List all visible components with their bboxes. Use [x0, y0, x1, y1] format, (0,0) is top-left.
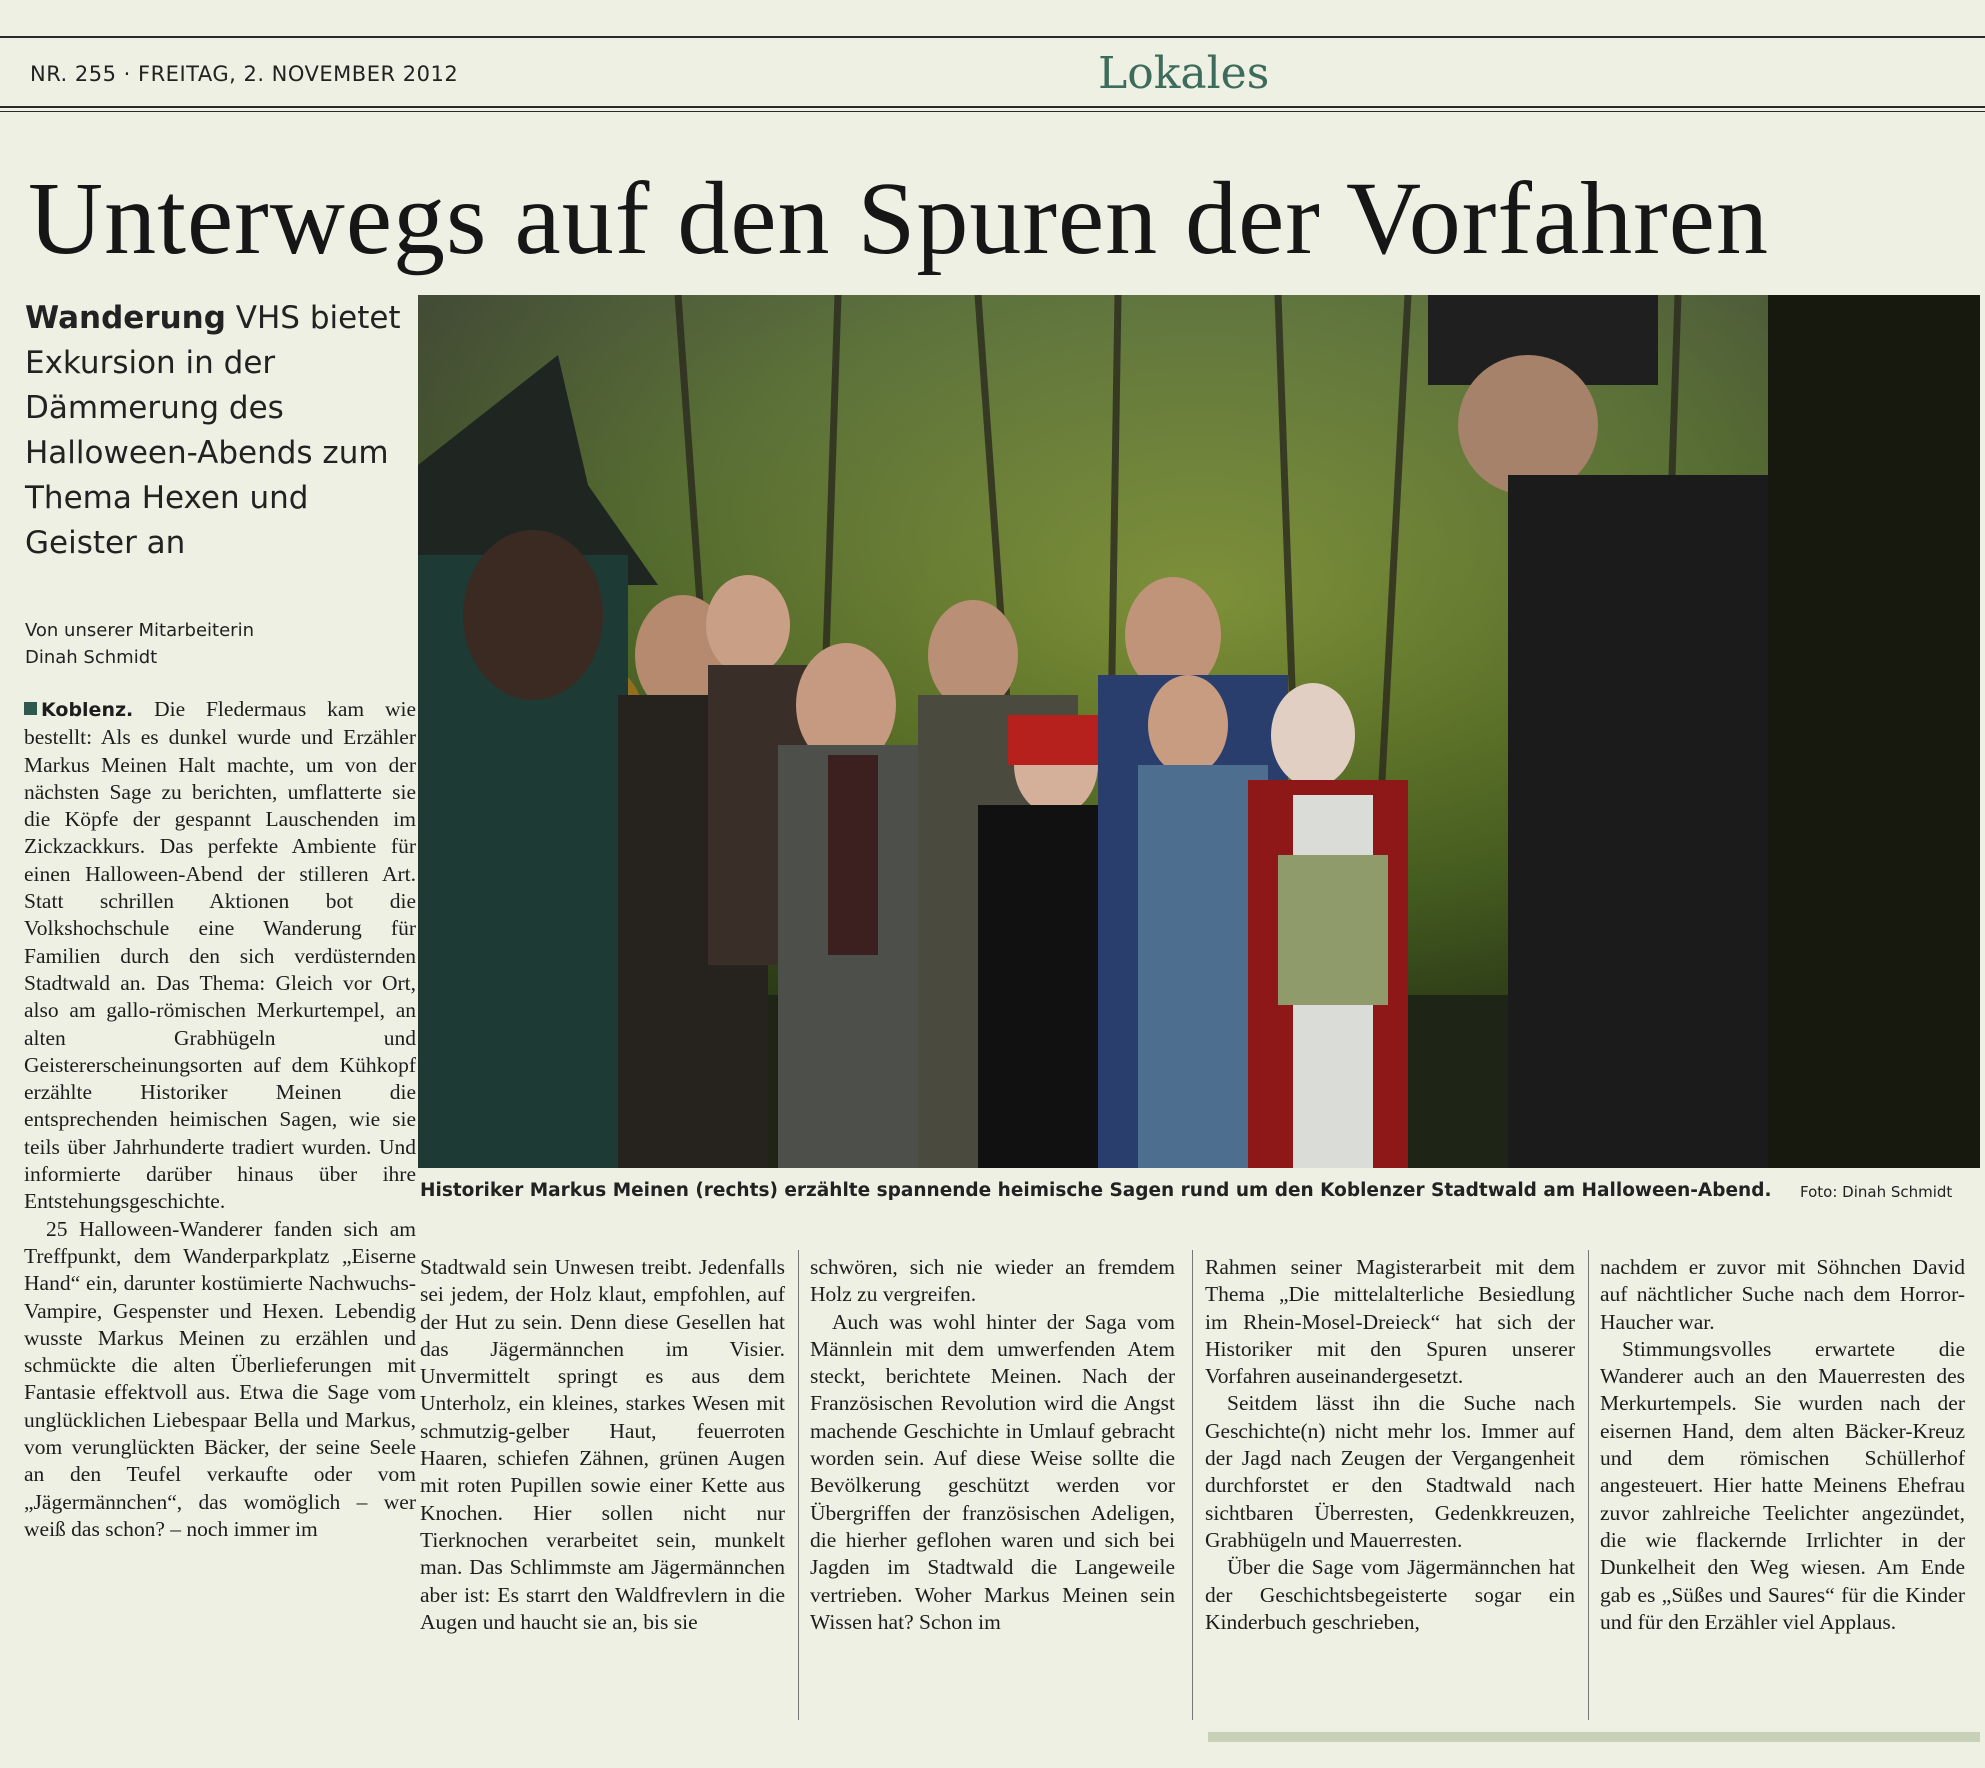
issue-line: NR. 255 · FREITAG, 2. NOVEMBER 2012: [30, 62, 459, 86]
dateline: Koblenz.: [41, 699, 134, 721]
article-column-1: [24, 696, 416, 1543]
photo-credit: Foto: Dinah Schmidt: [1800, 1183, 1953, 1201]
byline-author: Dinah Schmidt: [25, 647, 158, 668]
section-marker-icon: [24, 702, 37, 715]
header-rule: [0, 106, 1985, 108]
byline-line-1: Von unserer Mitarbeiterin: [25, 620, 254, 641]
paragraph-text: Die Fledermaus kam wie bestellt: Als es dunkel wurde und Erzähler Markus Meinen Halt machte, um von der nächsten Sage zu berichten, umflatterte sie die Köpfe der gespannt Lauschenden im Zickzackkurs. Das perfekte Ambiente für einen Halloween-Abend der stilleren Art. Statt schrillen Aktionen bot die Volkshochschule eine Wanderung für Familien durch den sich verdüsternden Stadtwald an. Das Thema: Gleich vor Ort, also am gallo-römischen Merkurtempel, an alten Grabhügeln und Geistererscheinungsorten auf dem Kühkopf erzählte Historiker Meinen die entsprechenden heimischen Sagen, wie sie teils über Jahrhunderte tradiert wurden. Und informierte darüber hinaus über ihre Entstehungsgeschichte.: [24, 697, 417, 1214]
column-divider: [798, 1250, 799, 1720]
paragraph: Auch was wohl hinter der Saga vom Männlein mit dem umwerfenden Atem steckt, berichtete Meinen. Nach der Französischen Revolution wird die Angst machende Geschichte in Umlauf gebracht worden sein. Auf diese Weise sollte die Bevölkerung geschützt werden vor Übergriffen der französischen Adeligen, die hierher geflohen waren und sich bei Jagden im Stadtwald die Langeweile vertrieben. Woher Markus Meinen sein Wissen hat? Schon im: [810, 1309, 1175, 1634]
article-column-2: [420, 1254, 785, 1636]
paragraph: schwören, sich nie wieder an fremdem Holz zu vergreifen.: [810, 1255, 1175, 1307]
article-column-5: [1600, 1254, 1965, 1636]
header-rule-thin: [0, 111, 1985, 112]
section-title: Lokales: [1098, 48, 1270, 99]
article-photo: [418, 295, 1980, 1168]
paragraph: Stimmungsvolles erwartete die Wanderer auch an den Mauerresten des Merkurtempels. Sie wurden nach der eisernen Hand, dem alten Bäcker-Kreuz und dem römischen Schüllerhof angesteuert. Hier hatte Meinens Ehefrau zuvor zahlreiche Teelichter angezündet, die wie flackernde Irrlichter in der Dunkelheit den Weg wiesen. Am Ende gab es „Süßes und Saures“ für die Kinder und für den Erzähler viel Applaus.: [1600, 1336, 1965, 1634]
headline: Unterwegs auf den Spuren der Vorfahren: [28, 161, 1769, 276]
subheadline: [25, 296, 405, 566]
top-rule: [0, 36, 1985, 38]
byline: [25, 617, 405, 671]
paragraph: Über die Sage vom Jägermännchen hat der Geschichtsbegeisterte sogar ein Kinderbuch geschrieben,: [1205, 1555, 1575, 1634]
paragraph: Stadtwald sein Unwesen treibt. Jedenfalls sei jedem, der Holz klaut, empfohlen, auf der Hut zu sein. Denn diese Gesellen hat das Jägermännchen im Visier. Unvermittelt springt es aus dem Unterholz, ein kleines, starkes Wesen mit schmutzig-gelber Haut, feuerroten Haaren, schiefen Zähnen, grünen Augen mit roten Pupillen sowie einer Kette aus Knochen. Hier sollen nicht nur Tierknochen verarbeitet sein, munkelt man. Das Schlimmste am Jägermännchen aber ist: Es starrt den Waldfrevlern in die Augen und haucht sie an, bis sie: [420, 1255, 785, 1634]
paragraph: Seitdem lässt ihn die Suche nach Geschichte(n) nicht mehr los. Immer auf der Jagd nach Zeugen der Vergangenheit durchforstet er den Stadtwald nach sichtbaren Überresten, Gedenkkreuzen, Grabhügeln und Mauerresten.: [1205, 1391, 1575, 1552]
paragraph: [24, 696, 416, 1216]
paragraph: nachdem er zuvor mit Söhnchen David auf nächtlicher Suche nach dem Horror-Haucher war.: [1600, 1255, 1965, 1334]
bottom-rule: [1208, 1732, 1980, 1742]
column-divider: [1588, 1250, 1589, 1720]
article-column-3: [810, 1254, 1175, 1636]
photo-caption: Historiker Markus Meinen (rechts) erzählte spannende heimische Sagen rund um den Koblenzer Stadtwald am Halloween-Abend.: [420, 1180, 1772, 1201]
photo-forest-scene: [418, 295, 1980, 1168]
article-column-4: [1205, 1254, 1575, 1636]
column-divider: [1192, 1250, 1193, 1720]
subhead-text: VHS bietet Exkursion in der Dämmerung des Halloween-Abends zum Thema Hexen und Geister an: [25, 300, 401, 561]
paragraph: 25 Halloween-Wanderer fanden sich am Treffpunkt, dem Wanderparkplatz „Eiserne Hand“ ein, darunter kostümierte Nachwuchs-Vampire, Gespenster und Hexen. Lebendig wusste Markus Meinen zu erzählen und schmückte die alten Überlieferungen mit Fantasie effektvoll aus. Etwa die Sage vom unglücklichen Liebespaar Bella und Markus, vom verunglückten Bäcker, der seine Seele an den Teufel verkaufte oder vom „Jägermännchen“, das womöglich – wer weiß das schon? – noch immer im: [24, 1216, 416, 1541]
paragraph: Rahmen seiner Magisterarbeit mit dem Thema „Die mittelalterliche Besiedlung im Rhein-Mosel-Dreieck“ hat sich der Historiker mit den Spuren unserer Vorfahren auseinandergesetzt.: [1205, 1255, 1575, 1389]
subhead-kicker: Wanderung: [25, 300, 226, 336]
